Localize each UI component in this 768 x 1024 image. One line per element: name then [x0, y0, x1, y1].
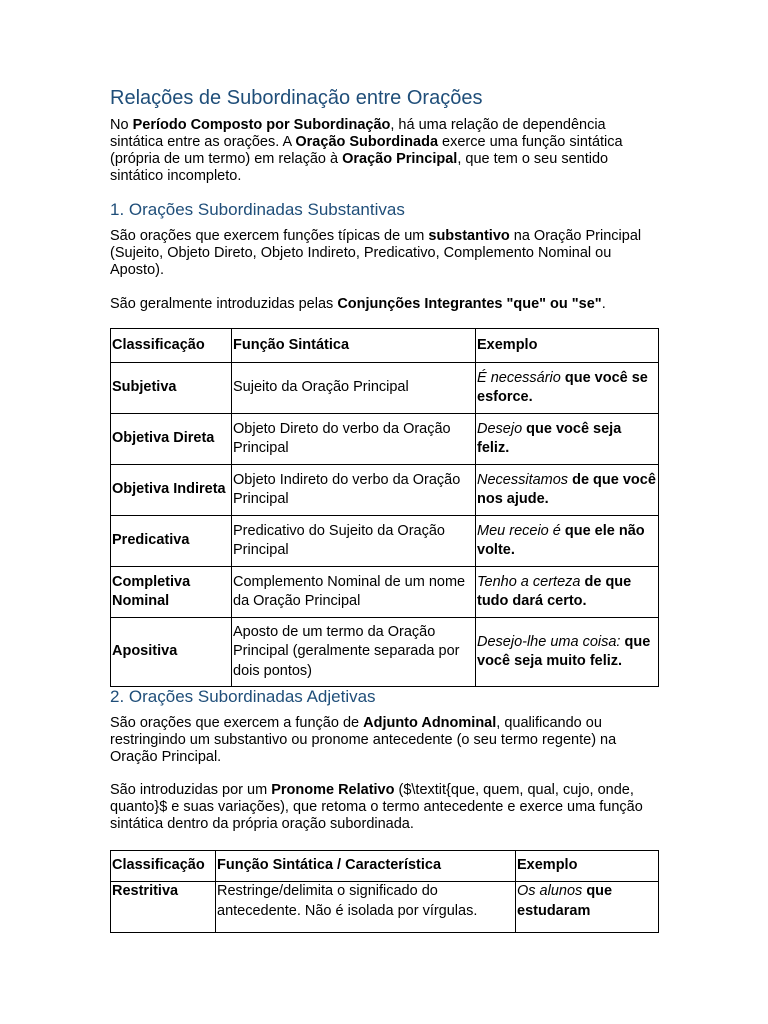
table-row	[111, 882, 659, 933]
header-funcao: Função Sintática	[232, 329, 476, 363]
s2p1-text-2: , qualificando ou restringindo um substantivo ou pronome antecedente (o seu termo regente) na Oração Principal.	[110, 715, 617, 765]
table-row	[111, 414, 659, 465]
intro-bold-1: Período Composto por Subordinação	[132, 117, 391, 133]
s1p1-text-1: São orações que exercem funções típicas de um	[110, 228, 429, 244]
function-cell: Restringe/delimita o significado do antecedente. Não é isolada por vírgulas.	[216, 882, 516, 933]
section2-heading: 2. Orações Subordinadas Adjetivas	[110, 687, 376, 706]
example-italic: Desejo	[477, 420, 523, 437]
example-bold: que estudaram	[517, 883, 613, 919]
function-cell: Aposto de um termo da Oração Principal (geralmente separada por dois pontos)	[232, 618, 476, 687]
example-bold: de que você nos ajude.	[477, 471, 656, 507]
header-exemplo: Exemplo	[516, 851, 659, 882]
classification-cell: Objetiva Direta	[111, 414, 232, 465]
example-cell	[476, 363, 659, 414]
example-bold: de que tudo dará certo.	[477, 573, 632, 609]
header-classificacao: Classificação	[111, 851, 216, 882]
section1-paragraph-1	[110, 228, 658, 279]
example-cell	[476, 465, 659, 516]
table-row	[111, 465, 659, 516]
example-cell	[476, 567, 659, 618]
function-cell: Objeto Indireto do verbo da Oração Principal	[232, 465, 476, 516]
function-cell: Objeto Direto do verbo da Oração Principal	[232, 414, 476, 465]
example-italic: É necessário	[477, 369, 561, 386]
function-cell: Predicativo do Sujeito da Oração Principal	[232, 516, 476, 567]
example-cell	[476, 414, 659, 465]
section2-paragraph-2	[110, 782, 658, 833]
s2p1-text-1: São orações que exercem a função de	[110, 715, 364, 731]
s1p1-text-2: na Oração Principal (Sujeito, Objeto Direto, Objeto Indireto, Predicativo, Complemento Nominal ou Aposto).	[110, 228, 642, 278]
example-italic: Necessitamos	[477, 471, 569, 488]
table-row	[111, 363, 659, 414]
s1p1-bold-1: substantivo	[428, 228, 510, 244]
example-italic: Meu receio é	[477, 522, 561, 539]
classification-cell: Apositiva	[111, 618, 232, 687]
intro-paragraph	[110, 117, 658, 185]
classification-cell: Restritiva	[111, 882, 216, 933]
example-italic: Tenho a certeza	[477, 573, 581, 590]
table-header-row	[111, 851, 659, 882]
s1p2-bold-1: Conjunções Integrantes "que" ou "se"	[337, 296, 602, 312]
example-bold: que ele não volte.	[477, 522, 645, 558]
s2p1-bold-1: Adjunto Adnominal	[363, 715, 497, 731]
intro-text-3: exerce uma função sintática (própria de um termo) em relação à	[110, 134, 623, 167]
intro-text-1: No	[110, 117, 133, 133]
example-bold: que você se esforce.	[477, 369, 648, 405]
intro-text-4: , que tem o seu sentido sintático incompleto.	[110, 151, 609, 184]
function-cell: Sujeito da Oração Principal	[232, 363, 476, 414]
page-title: Relações de Subordinação entre Orações	[110, 87, 483, 109]
section1-paragraph-2	[110, 296, 658, 313]
function-cell: Complemento Nominal de um nome da Oração Principal	[232, 567, 476, 618]
adjetivas-table	[110, 850, 659, 933]
section2-paragraph-1	[110, 715, 658, 766]
substantivas-table	[110, 328, 659, 687]
table-row	[111, 618, 659, 687]
classification-cell: Predicativa	[111, 516, 232, 567]
classification-cell: Subjetiva	[111, 363, 232, 414]
table-header-row	[111, 329, 659, 363]
intro-bold-3: Oração Principal	[342, 151, 458, 167]
s2p2-text-2: ($\textit{que, quem, qual, cujo, onde, quanto}$ e suas variações), que retoma o termo antecedente e exerce uma função sintática dentro da própria oração subordinada.	[110, 782, 643, 832]
header-funcao: Função Sintática / Característica	[216, 851, 516, 882]
table-row	[111, 567, 659, 618]
intro-text-2: , há uma relação de dependência sintática entre as orações. A	[110, 117, 606, 150]
example-cell	[476, 516, 659, 567]
s1p2-text-2: .	[601, 296, 606, 312]
example-bold: que você seja feliz.	[477, 420, 622, 456]
section1-heading: 1. Orações Subordinadas Substantivas	[110, 200, 405, 219]
example-italic: Os alunos	[517, 883, 583, 899]
intro-bold-2: Oração Subordinada	[295, 134, 439, 150]
classification-cell: Completiva Nominal	[111, 567, 232, 618]
header-classificacao: Classificação	[111, 329, 232, 363]
table-row	[111, 516, 659, 567]
example-italic: Desejo-lhe uma coisa:	[477, 633, 621, 650]
classification-cell: Objetiva Indireta	[111, 465, 232, 516]
example-cell	[476, 618, 659, 687]
example-cell	[516, 882, 659, 933]
header-exemplo: Exemplo	[476, 329, 659, 363]
s2p2-bold-1: Pronome Relativo	[271, 782, 395, 798]
s1p2-text-1: São geralmente introduzidas pelas	[110, 296, 338, 312]
example-bold: que você seja muito feliz.	[477, 633, 651, 669]
s2p2-text-1: São introduzidas por um	[110, 782, 272, 798]
